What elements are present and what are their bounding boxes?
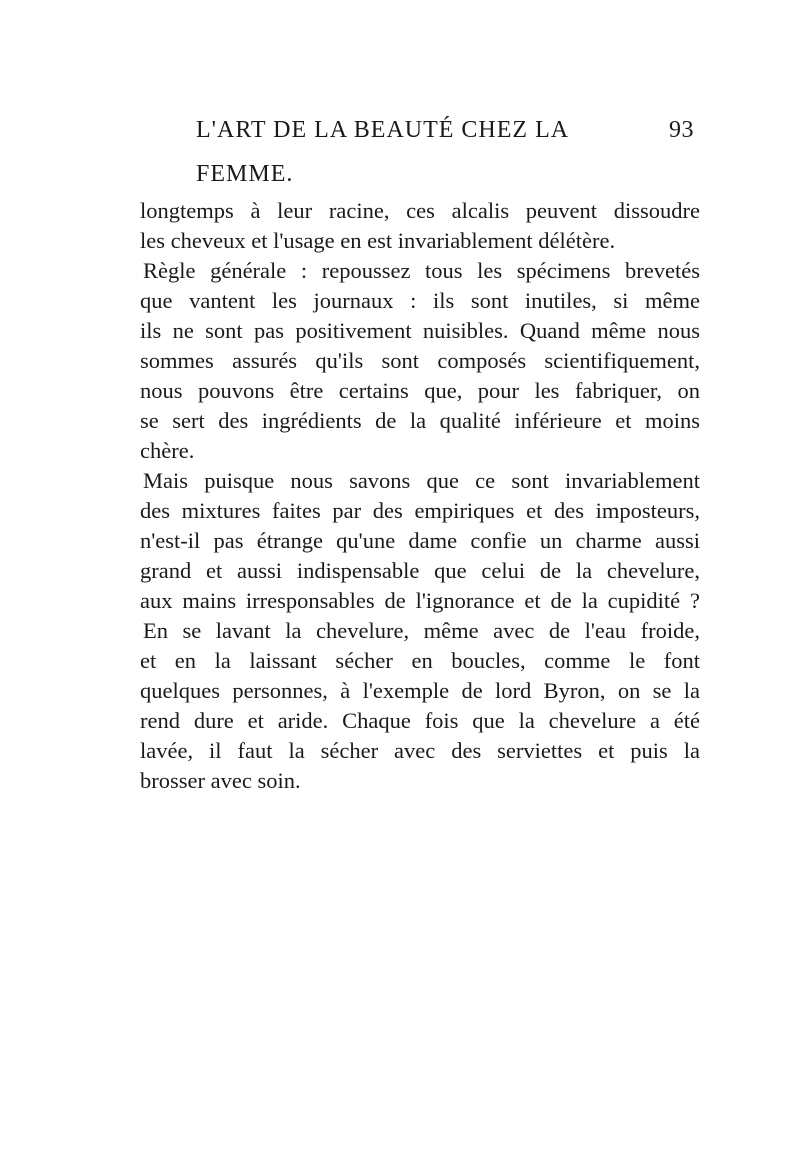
paragraph-3: [140, 466, 700, 616]
text-line: se sert des ingrédients de la qualité inférieure et moins: [140, 408, 700, 433]
text-block: [140, 108, 700, 796]
page-number: 93: [669, 117, 694, 143]
text-line: sommes assurés qu'ils sont composés scientifiquement,: [140, 348, 700, 373]
paragraph-4: [140, 616, 700, 796]
text-line: longtemps à leur racine, ces alcalis peuvent dissoudre: [140, 198, 700, 223]
paragraph-2: [140, 256, 700, 466]
text-line: rend dure et aride. Chaque fois que la chevelure a été: [140, 708, 700, 733]
text-line: quelques personnes, à l'exemple de lord Byron, on se la: [140, 678, 700, 703]
text-line: n'est-il pas étrange qu'une dame confie un charme aussi: [140, 528, 700, 553]
text-line: lavée, il faut la sécher avec des serviettes et puis la: [140, 738, 700, 763]
text-line: que vantent les journaux : ils sont inutiles, si même: [140, 288, 700, 313]
text-line: Règle générale : repoussez tous les spécimens brevetés: [143, 258, 700, 283]
text-line: des mixtures faites par des empiriques et des imposteurs,: [140, 498, 700, 523]
text-line: Mais puisque nous savons que ce sont invariablement: [143, 468, 700, 493]
running-title: L'ART DE LA BEAUTÉ CHEZ LA FEMME.: [196, 117, 568, 187]
text-line: En se lavant la chevelure, même avec de l'eau froide,: [143, 618, 700, 643]
paragraph-1: [140, 196, 700, 256]
text-line: brosser avec soin.: [140, 768, 301, 793]
text-line: nous pouvons être certains que, pour les fabriquer, on: [140, 378, 700, 403]
text-line: chère.: [140, 438, 195, 463]
text-line: ils ne sont pas positivement nuisibles. Quand même nous: [140, 318, 700, 343]
text-line: grand et aussi indispensable que celui de la chevelure,: [140, 558, 700, 583]
text-line: aux mains irresponsables de l'ignorance et de la cupidité ?: [140, 588, 700, 613]
text-line: les cheveux et l'usage en est invariablement délétère.: [140, 228, 616, 253]
text-line: et en la laissant sécher en boucles, comme le font: [140, 648, 700, 673]
running-head: [140, 108, 700, 196]
